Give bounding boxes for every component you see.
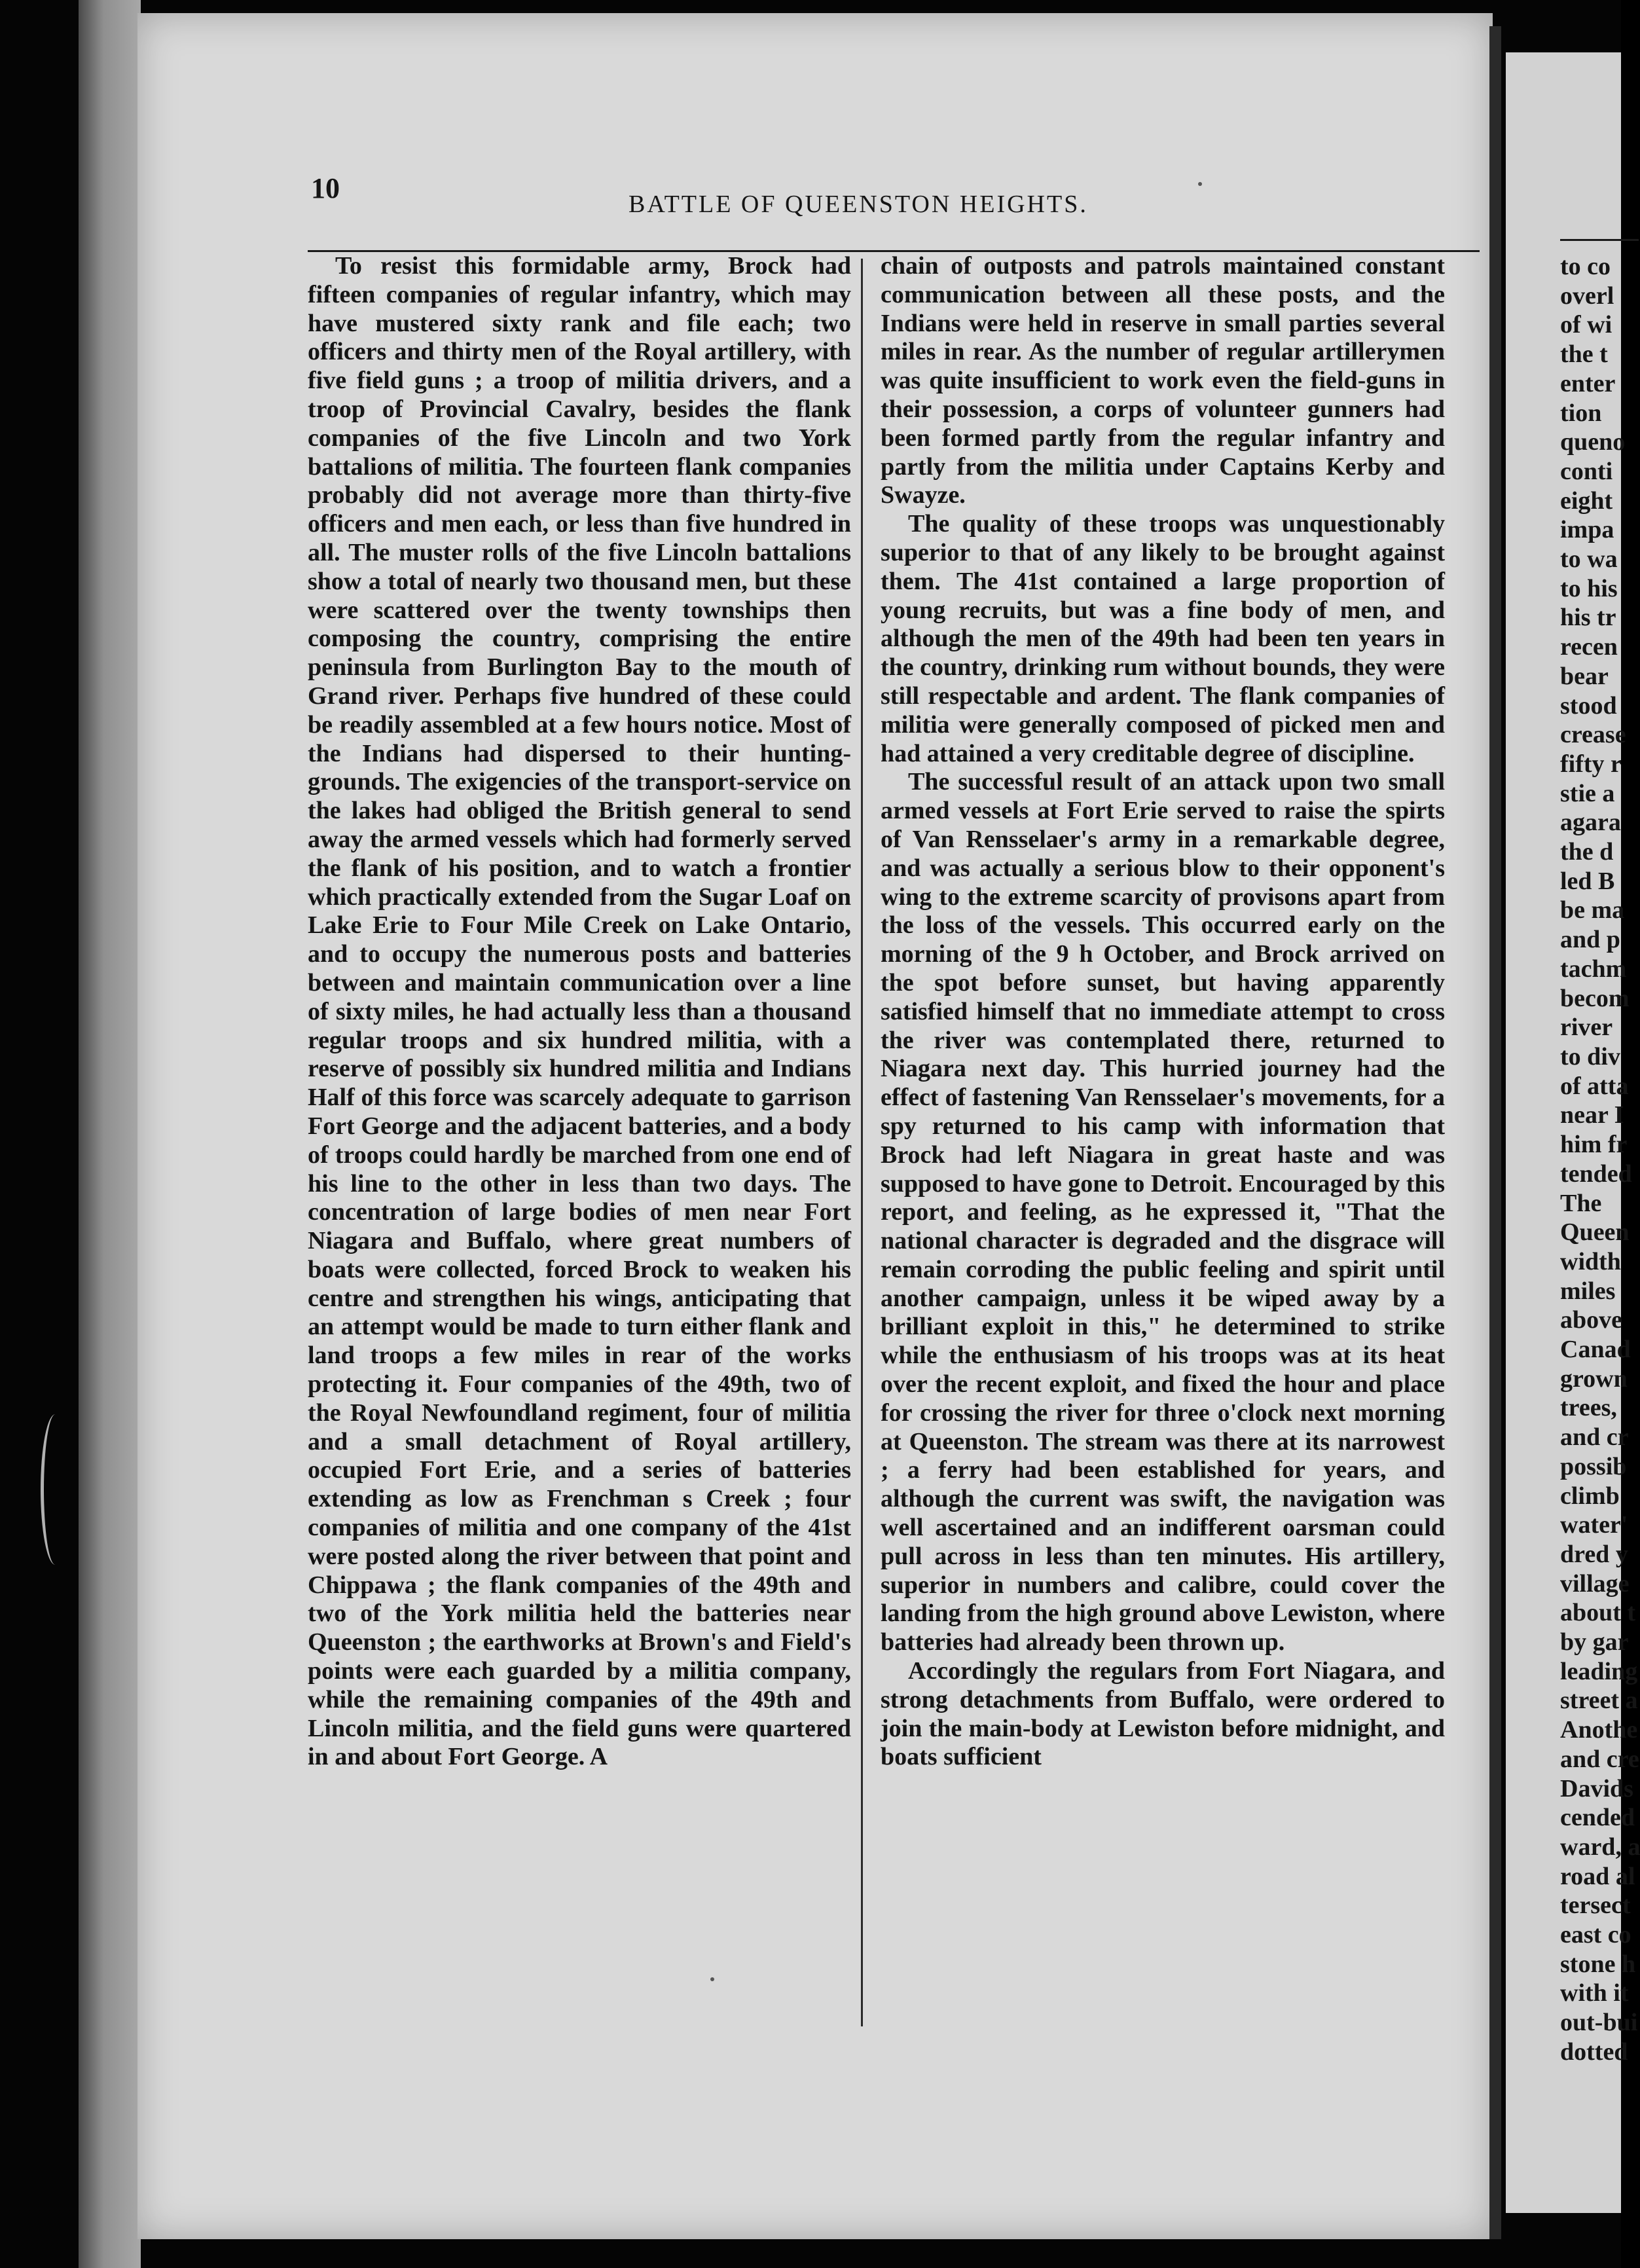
adjacent-page-line: of atta: [1560, 1072, 1629, 1100]
adjacent-page-line: impa: [1560, 516, 1614, 544]
adjacent-page-line: Davids: [1560, 1774, 1633, 1802]
adjacent-page-line: be ma: [1560, 896, 1625, 924]
adjacent-page-line: ward, a: [1560, 1833, 1640, 1861]
adjacent-page-line: near I: [1560, 1101, 1624, 1129]
paragraph: To resist this formidable army, Brock had fifteen companies of regular infantry, which may have mustered sixty rank and file each; two officers and thirty men of the Royal artillery, with five field guns ; a troop of militia drivers, and a troop of Provincial Cavalry, besides the flank companies of the five Lincoln and two York battalions of militia. The fourteen flank companies probably did not average more than thirty-five officers and men each, or less than five hundred in all. The muster rolls of the five Lincoln battalions show a total of nearly two thousand men, but these were scattered over the twenty townships then composing the country, comprising the entire peninsula from Burlington Bay to the mouth of Grand river. Perhaps five hundred of these could be readily assembled at a few hours notice. Most of the Indians had dispersed to their hunting-grounds. The exigencies of the transport-service on the lakes had obliged the British general to send away the armed vessels which had formerly served the flank of his position, and to watch a frontier which practically extended from the Sugar Loaf on Lake Erie to Four Mile Creek on Lake Ontario, and to occupy the numerous posts and batteries between and maintain communication over a line of sixty miles, he had actually less than a thousand regular troops and six hundred militia, with a reserve of possibly six hundred militia and Indians Half of this force was scarcely adequate to garrison Fort George and the adjacent batteries, and a body of troops could hardly be marched from one end of his line to the other in less than two days. The concentration of large bodies of men near Fort Niagara and Buffalo, where great numbers of boats were collected, forced Brock to weaken his centre and strengthen his wings, anticipating that an attempt would be made to turn either flank and land troops a few miles in rear of the works protecting it. Four companies of the 49th, two of the Royal Newfoundland regiment, four of militia and a small detachment of Royal artillery, occupied Fort Erie, and a series of batteries extending as low as Frenchman s Creek ; four companies of militia and one company of the 41st were posted along the river between that point and Chippawa ; the flank companies of the 49th and two of the York militia held the batteries near Queenston ; the earthworks at Brown's and Field's points were each guarded by a militia company, while the remaining companies of the 49th and Lincoln militia, and the field guns were quartered in and about Fort George. A: [308, 252, 851, 1771]
adjacent-page-line: stone h: [1560, 1950, 1636, 1978]
right-column: [881, 252, 1445, 1772]
adjacent-page-line: tion: [1560, 399, 1602, 427]
column-divider: [861, 259, 863, 2026]
adjacent-page-line: road al: [1560, 1862, 1635, 1890]
adjacent-page-line: grown: [1560, 1364, 1628, 1393]
adjacent-page: [1506, 52, 1640, 2213]
adjacent-page-line: his tr: [1560, 604, 1616, 632]
adjacent-page-line: leading: [1560, 1657, 1638, 1685]
adjacent-page-line: about t: [1560, 1599, 1636, 1627]
adjacent-page-line: street a: [1560, 1687, 1638, 1715]
paragraph-continuation: chain of outposts and patrols maintained constant communication between all these posts, and the Indians were held in reserve in small parties several miles in rear. As the number of regular artillerymen was quite insufficient to work even the field-guns in their possession, a corps of volunteer gunners had been formed partly from the regular infantry and partly from the militia under Captains Kerby and Swayze.: [881, 252, 1445, 509]
adjacent-page-line: possib: [1560, 1452, 1627, 1480]
adjacent-page-line: conti: [1560, 457, 1613, 485]
adjacent-page-line: enter: [1560, 369, 1616, 397]
adjacent-page-line: to his: [1560, 574, 1618, 602]
adjacent-page-line: stie a: [1560, 779, 1615, 807]
film-scratch: [41, 1414, 70, 1565]
adjacent-page-line: tachm: [1560, 955, 1627, 983]
adjacent-page-line: out-bui: [1560, 2009, 1638, 2037]
adjacent-page-line: Queen: [1560, 1218, 1630, 1247]
adjacent-page-line: recen: [1560, 633, 1618, 661]
adjacent-page-line: bear: [1560, 662, 1609, 690]
adjacent-page-line: led B: [1560, 867, 1615, 895]
adjacent-page-line: the d: [1560, 838, 1614, 866]
adjacent-page-line: and cre: [1560, 1745, 1639, 1773]
adjacent-page-line: Canad: [1560, 1336, 1631, 1364]
binding-edge: [79, 0, 141, 2268]
adjacent-page-line: and cr: [1560, 1423, 1629, 1452]
dust-speck: [710, 1977, 714, 1981]
adjacent-page-line: village: [1560, 1569, 1630, 1598]
page-gutter: [1489, 26, 1501, 2239]
running-head: BATTLE OF QUEENSTON HEIGHTS.: [629, 191, 1088, 218]
adjacent-page-line: river: [1560, 1014, 1613, 1042]
adjacent-page-line: eight: [1560, 486, 1613, 515]
adjacent-page-line: water': [1560, 1511, 1628, 1539]
adjacent-page-line: to div: [1560, 1042, 1620, 1070]
adjacent-page-text: [1560, 252, 1640, 2067]
adjacent-page-line: climb: [1560, 1482, 1620, 1510]
adjacent-page-line: east co: [1560, 1921, 1631, 1949]
adjacent-page-line: with it: [1560, 1979, 1629, 2007]
left-column: [308, 252, 851, 1772]
adjacent-page-line: the t: [1560, 340, 1608, 369]
adjacent-page-line: agara: [1560, 809, 1621, 837]
adjacent-page-line: miles: [1560, 1277, 1616, 1305]
adjacent-page-line: becom: [1560, 984, 1630, 1012]
adjacent-page-line: tersect: [1560, 1892, 1631, 1920]
adjacent-page-line: overl: [1560, 282, 1614, 310]
adjacent-page-line: dotted: [1560, 2038, 1628, 2066]
paragraph: The successful result of an attack upon two small armed vessels at Fort Erie served to raise the spirts of Van Rensselaer's army in a remarkable degree, and was actually a serious blow to their opponent's wing to the extreme scarcity of provisons apart from the loss of the vessels. This occurred early on the morning of the 9 h October, and Brock arrived on the spot before sunset, but having apparently satisfied himself that no immediate attempt to cross the river was contemplated there, returned to Niagara next day. This hurried journey had the effect of fastening Van Rensselaer's movements, for a spy returned to his camp with information that Brock had left Niagara in great haste and was supposed to have gone to Detroit. Encouraged by this report, and feeling, as he expressed it, "That the national character is degraded and the disgrace will remain corroding the public feeling and spirit until another campaign, unless it be wiped away by a brilliant exploit in this," he determined to strike while the enthusiasm of his troops was at its heat over the recent exploit, and fixed the hour and place for crossing the river for three o'clock next morning at Queenston. The stream was there at its narrowest ; a ferry had been established for years, and although the current was swift, the navigation was well ascertained and an indifferent oarsman could pull across in less than ten minutes. His artillery, superior in numbers and calibre, could cover the landing from the high ground above Lewiston, where batteries had already been thrown up.: [881, 768, 1445, 1656]
adjacent-page-line: trees,: [1560, 1394, 1617, 1422]
page-number: 10: [311, 172, 340, 204]
adjacent-page-line: to co: [1560, 253, 1611, 280]
adjacent-page-line: Anothe: [1560, 1716, 1638, 1744]
adjacent-page-line: by gar: [1560, 1628, 1629, 1656]
adjacent-page-line: fifty r: [1560, 750, 1622, 778]
adjacent-page-line: stood: [1560, 691, 1617, 720]
dust-speck: [1198, 182, 1202, 186]
adjacent-page-line: width: [1560, 1247, 1621, 1275]
paragraph: The quality of these troops was unquestionably superior to that of any likely to be brought against them. The 41st contained a large proportion of young recruits, but was a fine body of men, and although the men of the 49th had been ten years in the country, drinking rum without bounds, they were still respectable and ardent. The flank companies of militia were generally composed of picked men and had attained a very creditable degree of discipline.: [881, 510, 1445, 767]
adjacent-page-line: The: [1560, 1189, 1602, 1217]
adjacent-page-line: dred y: [1560, 1540, 1628, 1568]
adjacent-page-line: queno: [1560, 428, 1626, 456]
adjacent-page-line: him fr: [1560, 1131, 1628, 1159]
adjacent-page-line: crease: [1560, 721, 1626, 749]
adjacent-page-line: to wa: [1560, 545, 1618, 574]
adjacent-page-line: above: [1560, 1306, 1622, 1334]
adjacent-page-line: and p: [1560, 926, 1620, 954]
adjacent-page-line: of wi: [1560, 311, 1613, 339]
paragraph: Accordingly the regulars from Fort Niagara, and strong detachments from Buffalo, were ordered to join the main-body at Lewiston before midnight, and boats sufficient: [881, 1657, 1445, 1771]
adjacent-page-rule: [1560, 239, 1639, 241]
adjacent-page-line: cended: [1560, 1804, 1635, 1832]
adjacent-page-line: tended: [1560, 1160, 1632, 1188]
